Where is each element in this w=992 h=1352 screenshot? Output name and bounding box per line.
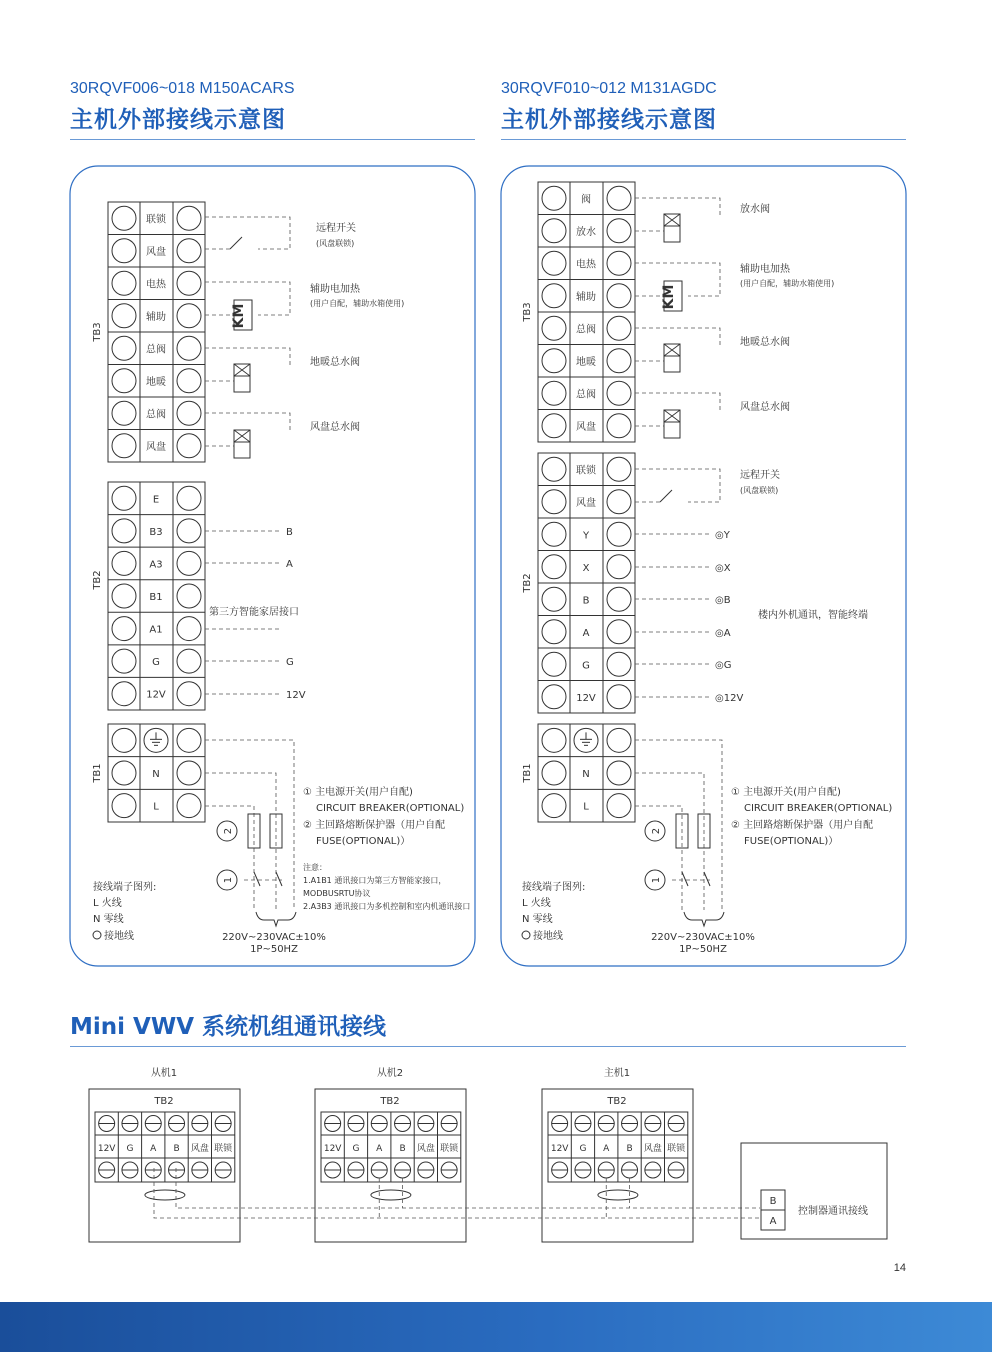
left-tb2-row-label: A3 [149,559,163,571]
right-tb2-row-label: B [582,595,590,607]
left-b-label: B [286,527,293,538]
controller-label: 控制器通讯接线 [798,1206,868,1217]
left-tb2-block [92,482,205,710]
vwv-terminal-label: 风盘 [416,1144,435,1154]
right-tb3-terminal-left-7 [542,414,566,438]
right-legend-g: 接地线 [533,931,563,942]
right-tb2-block [522,453,635,713]
right-remote-switch-contact [660,490,672,502]
vwv-unit-name: 主机1 [603,1068,631,1079]
right-tb3-row-label: 放水 [576,226,596,238]
right-tb1-terminal-right-1 [607,761,631,785]
left-tb3-terminal-left-4 [112,336,136,360]
left-floor-valve-icon [234,364,250,392]
vwv-unit-tb-label: TB2 [607,1096,627,1107]
right-tb2-terminal-left-7 [542,685,566,709]
left-legend-l: L 火线 [93,898,122,909]
right-tb2-terminal-right-0 [607,457,631,481]
vwv-terminal-label: 12V [550,1144,569,1154]
right-b-label: ◎B [715,595,731,606]
vwv-terminal-label: B [173,1144,180,1154]
left-note-4: FUSE(OPTIONAL)） [316,836,411,847]
right-tb3-row-label: 辅助 [576,291,596,303]
right-legend-l: L 火线 [522,898,551,909]
left-tb1-block [92,724,205,822]
left-remote-switch-sub: (风盘联锁) [316,239,355,248]
right-tb2-row-label: 风盘 [576,497,596,509]
left-tb1-terminal-left-2 [112,794,136,818]
right-power-phase: 1P~50HZ [679,944,727,955]
right-tb2-terminal-right-2 [607,522,631,546]
left-a-label: A [286,559,293,570]
left-tb2-row-label: E [152,494,160,506]
right-legend-ground-icon [522,931,530,939]
right-km-label: KM [661,284,677,310]
left-legend-ground-icon [93,931,101,939]
vwv-terminal-label: 联锁 [667,1144,686,1154]
right-tb1-row-label: L [583,801,589,813]
left-tb1-earth-icon [144,728,168,752]
vwv-unit-tb-label: TB2 [154,1096,174,1107]
vwv-terminal-label: G [126,1144,134,1154]
left-tb3-label: TB3 [92,322,103,342]
vwv-terminal-label: B [626,1144,633,1154]
vwv-section-title: Mini VWV 系统机组通讯接线 [70,1014,387,1040]
left-tb2-row-label: 12V [146,689,166,701]
left-tb3-row-label: 联锁 [146,214,166,226]
right-tb2-terminal-left-4 [542,587,566,611]
right-tb3-terminal-left-1 [542,219,566,243]
left-tb3-row-label: 总阀 [146,344,166,356]
right-tb3-terminal-left-4 [542,316,566,340]
right-legend-title: 接线端子图列: [522,882,586,893]
vwv-terminal-label: 风盘 [190,1144,209,1154]
left-tb3-terminal-left-5 [112,369,136,393]
left-tb2-terminal-left-1 [112,519,136,543]
right-aux-heater-sub: (用户自配，辅助水箱使用) [740,279,835,288]
vwv-unit-2 [315,1066,466,1242]
right-tb2-row-label: Y [582,530,590,542]
left-tb3-terminal-right-6 [177,401,201,425]
right-aux-heater-label: 辅助电加热 [740,264,790,275]
vwv-unit-3 [542,1066,693,1242]
right-tb2-terminal-left-2 [542,522,566,546]
left-tb1-terminal-right-0 [177,728,201,752]
right-tb3-wiring [635,198,720,438]
left-tb1-terminal-left-1 [112,761,136,785]
right-tb2-row-label: 12V [576,692,596,704]
left-tb2-terminal-right-4 [177,617,201,641]
left-tb2-terminal-left-6 [112,682,136,706]
vwv-terminal-label: 12V [97,1144,116,1154]
left-title: 主机外部接线示意图 [70,107,286,133]
left-aux-heater-label: 辅助电加热 [310,284,360,295]
vwv-terminal-label: 联锁 [214,1144,233,1154]
left-power-brace [256,912,296,926]
right-power-brace [684,912,724,926]
right-tb3-terminal-left-2 [542,251,566,275]
right-tb2-terminal-right-6 [607,652,631,676]
left-tb3-terminal-right-2 [177,271,201,295]
left-tb3-row-label: 风盘 [146,441,166,453]
vwv-terminal-label: G [579,1144,587,1154]
right-12v-label: ◎12V [715,693,744,704]
right-floor-valve-icon [664,344,680,372]
left-tb2-terminal-left-4 [112,617,136,641]
right-tb1-terminal-left-1 [542,761,566,785]
left-tb1-label: TB1 [92,763,103,783]
vwv-unit-tb-label: TB2 [380,1096,400,1107]
left-tb3-row-label: 电热 [146,279,166,291]
left-tb3-terminal-right-0 [177,206,201,230]
right-remote-switch-label: 远程开关 [740,470,780,481]
right-tb2-terminal-left-5 [542,620,566,644]
left-tb1-terminal-left-0 [112,728,136,752]
right-tb3-terminal-right-7 [607,414,631,438]
right-tb3-row-label: 阀 [581,194,591,206]
left-remote-switch-label: 远程开关 [316,223,356,234]
right-x-label: ◎X [715,563,731,574]
right-tb3-terminal-right-6 [607,381,631,405]
right-tb1-terminal-right-2 [607,794,631,818]
right-tb2-row-label: G [582,660,590,672]
controller-b-label: B [769,1196,777,1207]
left-tb2-terminal-left-0 [112,486,136,510]
footer-band [0,1302,992,1352]
left-tb1-terminal-right-2 [177,794,201,818]
right-tb2-terminal-right-7 [607,685,631,709]
right-title: 主机外部接线示意图 [501,107,717,133]
right-tb2-label: TB2 [522,573,533,593]
right-tb2-terminal-right-5 [607,620,631,644]
right-tb3-row-label: 风盘 [576,421,596,433]
right-tb2-row-label: 联锁 [576,465,596,477]
vwv-bus-lines [154,1168,760,1218]
right-g-label: ◎G [715,660,732,671]
vwv-twisted-pair [371,1190,411,1200]
left-tb3-terminal-right-3 [177,304,201,328]
right-note-3: ② 主回路熔断保护器（用户自配 [731,820,874,831]
left-fan-valve-label: 风盘总水阀 [310,422,360,433]
left-note-1: ① 主电源开关(用户自配) [303,787,413,798]
vwv-terminal-label: A [376,1144,383,1154]
vwv-unit-1 [89,1066,240,1242]
vwv-twisted-pair [598,1190,638,1200]
right-tb3-terminal-right-2 [607,251,631,275]
left-tb3-wiring [205,217,290,458]
left-tb1-wiring [205,740,296,926]
left-tb2-terminal-left-3 [112,584,136,608]
vwv-terminal-label: 12V [323,1144,342,1154]
right-tb3-row-label: 电热 [576,259,596,271]
right-tb3-row-label: 地暖 [576,356,596,368]
right-tb3-terminal-right-5 [607,349,631,373]
controller-a-label: A [769,1216,777,1227]
left-tb2-label: TB2 [92,570,103,590]
left-power-phase: 1P~50HZ [250,944,298,955]
left-tb3-terminal-left-6 [112,401,136,425]
vwv-terminal-label: 风盘 [643,1144,662,1154]
right-tb2-terminal-left-6 [542,652,566,676]
left-aux-heater-sub: (用户自配，辅助水箱使用) [310,299,405,308]
right-tb3-row-label: 总阀 [576,389,596,401]
left-caution-2: MODBUSRTU协议 [303,889,371,898]
right-tb1-row-label: N [582,769,590,780]
right-tb2-terminal-left-0 [542,457,566,481]
left-tb3-terminal-right-1 [177,239,201,263]
left-tb3-block [92,202,205,462]
right-tb1-terminal-left-0 [542,728,566,752]
vwv-terminal-label: A [150,1144,157,1154]
right-tb2-terminal-left-3 [542,555,566,579]
left-caution-1: 1.A1B1 通讯接口为第三方智能家接口， [303,876,447,885]
right-tb3-terminal-left-5 [542,349,566,373]
right-drain-valve-icon [664,214,680,242]
right-a-label: ◎A [715,628,731,639]
left-note-3: ② 主回路熔断保护器（用户自配 [303,820,446,831]
right-tb2-terminal-right-3 [607,555,631,579]
right-tb1-wiring [635,740,724,926]
left-tb2-row-label: G [152,657,160,669]
left-fan-valve-icon [234,430,250,458]
left-tb3-terminal-left-2 [112,271,136,295]
left-model-code: 30RQVF006~018 M150ACARS [70,80,295,97]
page-number: 14 [893,1262,906,1274]
vwv-unit-name: 从机1 [150,1068,178,1079]
right-tb3-terminal-right-3 [607,284,631,308]
svg-text:1: 1 [651,876,662,884]
right-tb1-terminal-right-0 [607,728,631,752]
right-tb2-terminal-left-1 [542,490,566,514]
left-tb2-terminal-left-2 [112,551,136,575]
right-tb1-label: TB1 [522,763,533,783]
left-legend-g: 接地线 [104,931,134,942]
right-floor-valve-label: 地暖总水阀 [740,337,790,348]
left-tb2-row-label: B1 [149,592,163,603]
right-tb3-terminal-right-4 [607,316,631,340]
right-tb1-terminal-left-2 [542,794,566,818]
left-tb3-terminal-right-4 [177,336,201,360]
left-tb2-terminal-right-3 [177,584,201,608]
left-tb2-terminal-right-0 [177,486,201,510]
left-caution-3: 2.A3B3 通讯接口为多机控制和室内机通讯接口 [303,902,471,911]
vwv-terminal-label: B [399,1144,406,1154]
svg-text:2: 2 [223,827,234,835]
vwv-terminal-label: 联锁 [440,1144,459,1154]
right-tb2-row-label: A [582,627,590,639]
left-tb2-terminal-right-2 [177,551,201,575]
vwv-unit-name: 从机2 [376,1068,404,1079]
left-third-party-label: 第三方智能家居接口 [209,607,299,618]
left-power-voltage: 220V~230VAC±10% [222,932,326,943]
right-outdoor-comm-label: 楼内外机通讯，智能终端 [758,610,868,621]
svg-text:1: 1 [223,876,234,884]
svg-text:2: 2 [651,827,662,835]
left-legend-title: 接线端子图列: [93,882,157,893]
left-tb1-terminal-right-1 [177,761,201,785]
left-tb3-row-label: 总阀 [146,409,166,421]
left-tb3-terminal-left-7 [112,434,136,458]
right-tb3-terminal-right-0 [607,186,631,210]
left-tb3-terminal-left-3 [112,304,136,328]
right-tb3-terminal-left-6 [542,381,566,405]
left-legend-n: N 零线 [93,914,124,925]
right-power-voltage: 220V~230VAC±10% [651,932,755,943]
left-km-label: KM [231,303,247,329]
left-caution-title: 注意： [303,863,327,872]
right-model-code: 30RQVF010~012 M131AGDC [501,80,717,97]
left-tb1-row-label: L [153,801,159,813]
right-tb2-terminal-right-4 [607,587,631,611]
left-tb3-terminal-left-1 [112,239,136,263]
right-tb3-terminal-left-0 [542,186,566,210]
left-tb3-terminal-left-0 [112,206,136,230]
right-tb2-wiring [635,469,720,697]
left-tb3-row-label: 风盘 [146,246,166,258]
left-tb2-row-label: A1 [149,624,163,636]
right-tb1-block [522,724,635,822]
left-tb3-terminal-right-7 [177,434,201,458]
left-remote-switch-contact [230,237,242,249]
right-tb3-terminal-left-3 [542,284,566,308]
right-fan-valve-label: 风盘总水阀 [740,402,790,413]
left-g-label: G [286,657,294,668]
right-tb3-block [522,182,635,442]
left-tb3-row-label: 地暖 [146,376,166,388]
vwv-controller [741,1143,887,1239]
right-fan-valve-icon [664,410,680,438]
right-note-4: FUSE(OPTIONAL)） [744,836,839,847]
right-legend-n: N 零线 [522,914,553,925]
left-tb2-terminal-left-5 [112,649,136,673]
left-tb3-row-label: 辅助 [146,311,166,323]
right-note-2: CIRCUIT BREAKER(OPTIONAL) [744,803,893,814]
right-remote-switch-sub: (风盘联锁) [740,486,779,495]
right-tb3-label: TB3 [522,302,533,322]
left-tb2-terminal-right-6 [177,682,201,706]
left-floor-valve-label: 地暖总水阀 [310,357,360,368]
right-tb2-terminal-right-1 [607,490,631,514]
right-tb1-earth-icon [574,728,598,752]
left-tb1-row-label: N [152,769,160,780]
right-tb3-row-label: 总阀 [576,324,596,336]
left-note-2: CIRCUIT BREAKER(OPTIONAL) [316,803,465,814]
vwv-twisted-pair [145,1190,185,1200]
left-tb2-terminal-right-1 [177,519,201,543]
left-tb2-terminal-right-5 [177,649,201,673]
right-note-1: ① 主电源开关(用户自配) [731,787,841,798]
left-tb2-row-label: B3 [149,526,163,538]
left-tb3-terminal-right-5 [177,369,201,393]
right-tb2-row-label: X [582,562,590,574]
left-12v-label: 12V [286,690,306,701]
right-tb3-terminal-right-1 [607,219,631,243]
right-y-label: ◎Y [715,530,730,541]
vwv-terminal-label: G [352,1144,360,1154]
vwv-terminal-label: A [603,1144,610,1154]
right-drain-valve-label: 放水阀 [740,204,770,215]
